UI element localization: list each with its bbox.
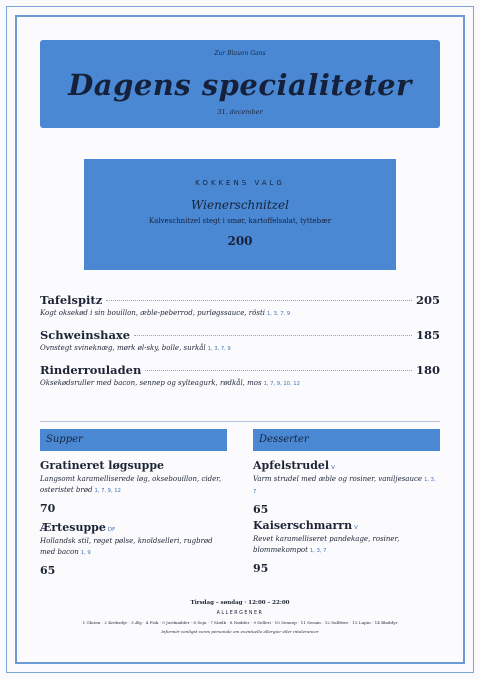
item-price: 70: [40, 502, 56, 515]
dietary-badge: DF: [107, 527, 116, 533]
menu-item: [40, 521, 227, 577]
item-name: Tafelspitz: [40, 293, 103, 307]
item-name: Gratineret løgsuppe: [40, 459, 165, 472]
main-courses: [40, 293, 440, 398]
menu-item: [40, 363, 440, 398]
allergens-title: ALLERGENER: [216, 611, 264, 616]
item-price: 205: [415, 293, 440, 307]
item-price: 95: [253, 562, 269, 575]
dot-leader: [134, 335, 412, 336]
item-allergens: 1, 3, 7: [253, 477, 436, 495]
item-price: 180: [415, 363, 440, 377]
item-description: Ovnstegt svineknæg, mørk øl-sky, bolle, surkål: [40, 344, 206, 352]
item-allergens: 1, 9: [80, 550, 91, 556]
item-description: Langsomt karamelliserede løg, oksebouillon, cider, osteristet brød: [40, 475, 222, 494]
item-name: Ærtesuppe: [40, 521, 106, 534]
item-description: Varm strudel med æble og rosiner, vaniljesauce: [253, 475, 423, 483]
item-description: Hollandsk stil, røget pølse, knoldselleri, rugbrød med bacon: [40, 537, 213, 556]
item-name: Schweinshaxe: [40, 328, 131, 342]
item-allergens: 1, 3, 7, 9: [267, 311, 291, 317]
menu-footer: [40, 600, 440, 634]
item-allergens: 1, 3, 7: [309, 548, 327, 554]
item-name: Kaiserschmarrn: [253, 519, 353, 532]
menu-item: [40, 328, 440, 363]
item-allergens: 1, 7, 9, 10, 12: [263, 381, 300, 387]
item-name: Rinderrouladen: [40, 363, 142, 377]
item-description: Oksekødsruller med bacon, sennep og sylteagurk, rødkål, mos: [40, 379, 262, 387]
dietary-badge: V: [354, 525, 358, 531]
menu-date: 31. december: [217, 108, 263, 116]
section-divider: [40, 421, 440, 422]
page-title: Dagens specialiteter: [68, 68, 412, 102]
opening-hours: Tirsdag – søndag · 12:00 – 22:00: [190, 600, 290, 606]
item-price: 65: [40, 564, 56, 577]
chef-choice-box: [84, 159, 396, 270]
menu-item: [40, 459, 227, 515]
allergy-note: Informér venligst vores personale om eventuelle allergier eller intolerancer: [161, 629, 319, 634]
item-description: Kogt oksekød i sin bouillon, æble-peberrod, purløgssauce, rösti: [40, 309, 265, 317]
chef-choice-label: KOKKENS VALG: [195, 179, 285, 187]
allergens-list: 1 Gluten · 2 Krebsdyr · 3 Æg · 4 Fisk · 5 Jordnødder · 6 Soja · 7 Mælk · 8 Nødder · 9 Selleri · 10 Sennep · 11 Sesam · 12 Sulfitter · 13 Lupin · 14 Bløddyr: [82, 620, 398, 625]
menu-header: [40, 40, 440, 128]
desserts-heading: Desserter: [253, 429, 440, 451]
menu-item: [253, 459, 440, 516]
dietary-badge: V: [331, 465, 335, 471]
dot-leader: [145, 370, 412, 371]
soups-section: [40, 429, 227, 577]
item-price: 185: [415, 328, 440, 342]
item-allergens: 1, 7, 9, 12: [94, 488, 121, 494]
chef-choice-price: 200: [227, 234, 253, 248]
item-price: 65: [253, 503, 269, 516]
item-name: Apfelstrudel: [253, 459, 330, 472]
desserts-section: [253, 429, 440, 575]
soups-heading: Supper: [40, 429, 227, 451]
item-description: Revet karamelliseret pandekage, rosiner, blommekompot: [253, 535, 400, 554]
restaurant-name: Zur Blauen Gans: [214, 50, 266, 57]
chef-choice-name: Wienerschnitzel: [191, 198, 289, 212]
chef-choice-description: Kalveschnitzel stegt i smør, kartoffelsalat, tyttebær: [148, 217, 332, 225]
menu-item: [253, 519, 440, 575]
menu-item: [40, 293, 440, 328]
dot-leader: [106, 300, 412, 301]
item-allergens: 1, 3, 7, 9: [207, 346, 231, 352]
